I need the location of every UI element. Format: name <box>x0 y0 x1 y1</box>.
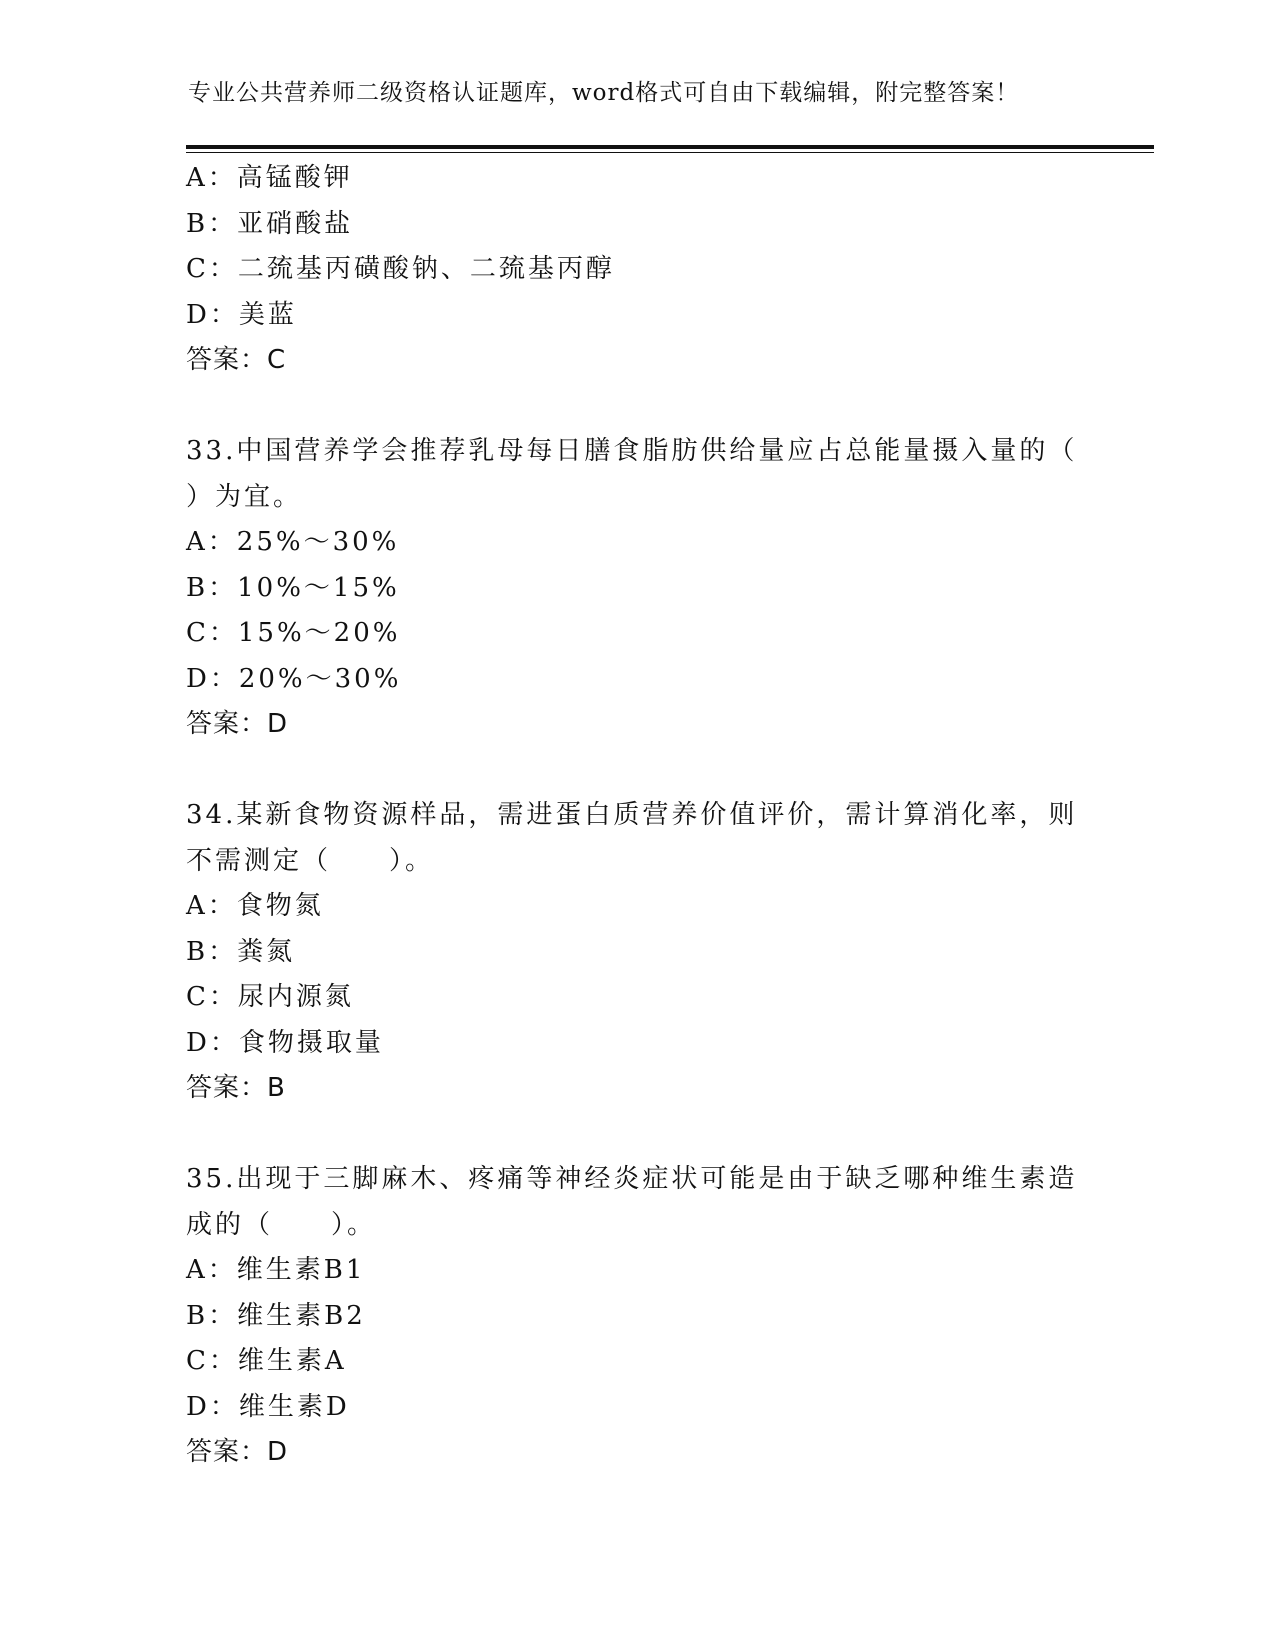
option-a: A：食物氮 <box>186 891 324 921</box>
question-content <box>186 156 1086 1476</box>
question-33-block <box>186 429 1086 748</box>
answer-line: 答案：D <box>186 709 289 739</box>
option-a: A：维生素B1 <box>186 1255 366 1285</box>
question-stem-line-2: 不需测定（ ）。 <box>186 845 435 876</box>
option-b: B：亚硝酸盐 <box>186 208 354 239</box>
spacer <box>186 1112 1086 1158</box>
question-34-block <box>186 793 1086 1112</box>
option-b: B：粪氮 <box>186 936 296 967</box>
answer-line: 答案：C <box>186 345 287 375</box>
page-header: 专业公共营养师二级资格认证题库，word格式可自由下载编辑，附完整答案！ <box>188 80 1020 106</box>
option-d: D：20%～30% <box>186 663 402 694</box>
spacer <box>186 384 1086 430</box>
option-d: D：维生素D <box>186 1391 350 1422</box>
option-a: A：25%～30% <box>186 527 400 557</box>
question-stem-line-1: 33.中国营养学会推荐乳母每日膳食脂肪供给量应占总能量摄入量的（ <box>186 436 1078 466</box>
option-d: D：食物摄取量 <box>186 1027 384 1058</box>
question-32-block <box>186 156 1086 384</box>
option-b: B：维生素B2 <box>186 1300 366 1331</box>
header-rule-thin <box>186 152 1154 153</box>
answer-line: 答案：B <box>186 1073 286 1103</box>
question-35-block <box>186 1157 1086 1476</box>
option-a: A：高锰酸钾 <box>186 163 353 193</box>
question-stem-line-1: 35.出现于三脚麻木、疼痛等神经炎症状可能是由于缺乏哪种维生素造 <box>186 1164 1078 1194</box>
option-c: C：尿内源氮 <box>186 982 354 1012</box>
option-b: B：10%～15% <box>186 572 400 603</box>
question-stem-line-2: 成的（ ）。 <box>186 1209 377 1240</box>
option-d: D：美蓝 <box>186 299 297 330</box>
header-rule-thick <box>186 145 1154 149</box>
option-c: C：15%～20% <box>186 618 401 648</box>
answer-line: 答案：D <box>186 1437 289 1467</box>
question-stem-line-1: 34.某新食物资源样品，需进蛋白质营养价值评价，需计算消化率，则 <box>186 800 1078 830</box>
option-c: C：二巯基丙磺酸钠、二巯基丙醇 <box>186 254 615 284</box>
option-c: C：维生素A <box>186 1346 347 1376</box>
spacer <box>186 748 1086 794</box>
question-stem-line-2: ）为宜。 <box>186 481 303 512</box>
